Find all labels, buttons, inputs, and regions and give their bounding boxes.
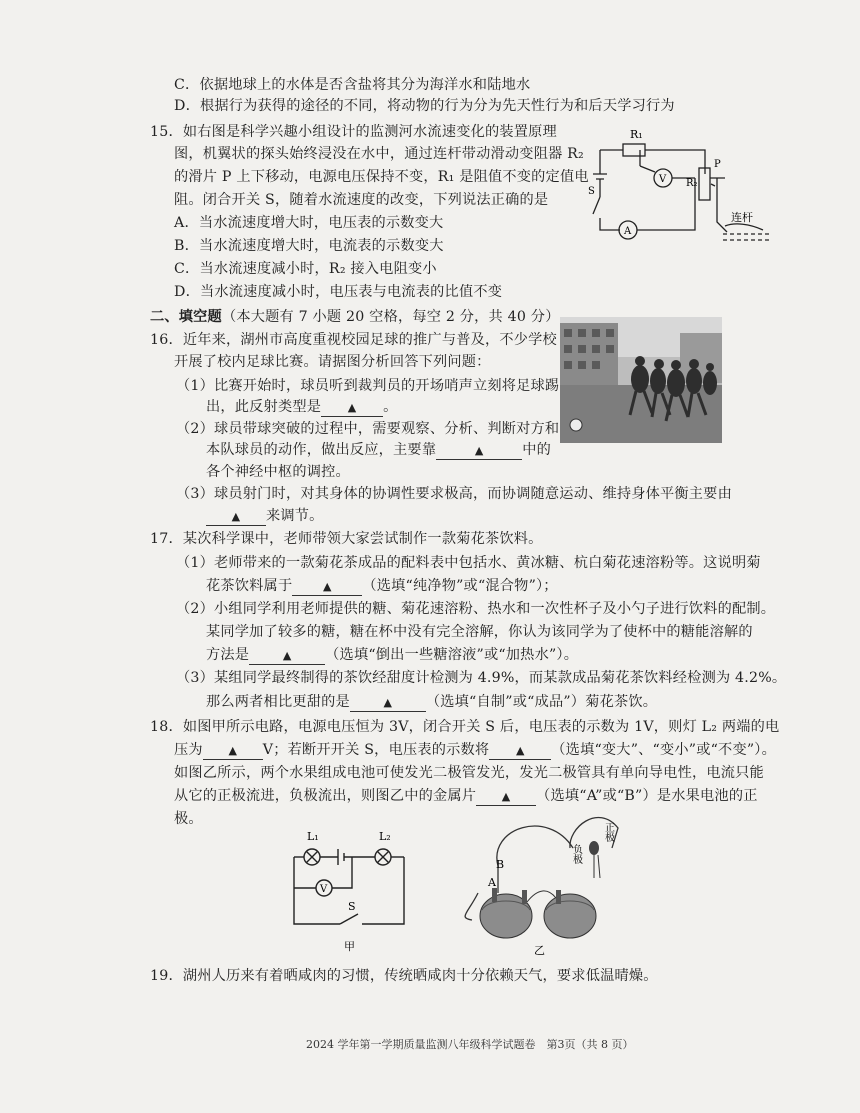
q18-line-2 — [174, 740, 776, 760]
q15-fig-r2-label: R₂ — [686, 178, 698, 189]
q16-part-3a: （3）球员射门时，对其身体的协调性要求极高，而协调随意运动、维持身体平衡主要由 — [176, 486, 732, 502]
q16-part-2a: （2）球员带球突破的过程中，需要观察、分析、判断对方和 — [176, 421, 560, 437]
q15-option-b: B．当水流速度增大时，电流表的示数变大 — [174, 238, 444, 254]
q16-part-1b-text: 出，此反射类型是 — [206, 399, 322, 415]
q17-part-1b-text: 花茶饮料属于 — [206, 578, 293, 594]
blank-mark: ▲ — [231, 510, 241, 523]
q17-part-2a: （2）小组同学利用老师提供的糖、菊花速溶粉、热水和一次性杯子及小勺子进行饮料的配制。 — [176, 601, 776, 617]
q18-line-3: 如图乙所示，两个水果组成电池可使发光二极管发光，发光二极管具有单向导电性，电流只能 — [174, 765, 764, 781]
q16-part-2b — [206, 440, 551, 460]
q18-fig-l1-label: L₁ — [307, 830, 319, 843]
q18-line-4 — [174, 786, 758, 806]
q16-part-2c: 各个神经中枢的调控。 — [206, 464, 350, 480]
q18-line-1: 18．如图甲所示电路，电源电压恒为 3V，闭合开关 S 后，电压表的示数为 1V，则灯 L₂ 两端的电 — [150, 719, 780, 735]
q14-option-c: C．依据地球上的水体是否含盐将其分为海洋水和陆地水 — [174, 77, 531, 93]
q17-stem: 17．某次科学课中，老师带领大家尝试制作一款菊花茶饮料。 — [150, 531, 543, 547]
q15-fig-v-label: V — [659, 174, 667, 185]
q17-blank-2[interactable] — [249, 647, 325, 665]
q16-blank-1[interactable] — [321, 399, 383, 417]
blank-mark: ▲ — [383, 696, 393, 709]
blank-mark: ▲ — [474, 444, 484, 457]
q17-part-2c-text: 方法是 — [206, 647, 250, 663]
q18-line-2-text-c: （选填“变大”、“变小”或“不变”）。 — [551, 742, 776, 758]
blank-mark: ▲ — [228, 744, 238, 757]
q16-football-photo — [560, 317, 722, 443]
q15-fig-a-label: A — [624, 226, 632, 237]
q18-line-4-text-a: 从它的正极流进，负极流出，则图乙中的金属片 — [174, 788, 477, 804]
q18-figure-yi — [448, 808, 648, 958]
q17-part-1b — [206, 576, 558, 596]
section-2-title: 二、填空题 — [150, 309, 222, 325]
q15-stem-4: 阻。闭合开关 S，随着水流速度的改变，下列说法正确的是 — [174, 192, 549, 208]
q16-part-3b — [206, 506, 324, 526]
q15-fig-r1-label: R₁ — [630, 128, 643, 141]
q18-figure-jia — [282, 826, 418, 956]
q16-part-1b: 出，此反射类型是 ▲ 。 — [206, 399, 398, 415]
q18-fig-yi-caption: 乙 — [534, 944, 545, 957]
q15-option-c: C．当水流速度减小时，R₂ 接入电阻变小 — [174, 261, 437, 277]
q17-blank-1[interactable] — [292, 578, 362, 596]
q19-stem: 19．湖州人历来有着晒咸肉的习惯，传统晒咸肉十分依赖天气，要求低温晴燥。 — [150, 968, 658, 984]
q18-line-5: 极。 — [174, 811, 203, 827]
q14-option-d: D．根据行为获得的途径的不同，将动物的行为分为先天性行为和后天学习行为 — [174, 98, 675, 114]
q17-part-2c — [206, 645, 578, 665]
q18-fig-v-label: V — [320, 884, 328, 895]
section-2-desc: （本大题有 7 小题 20 空格，每空 2 分，共 40 分） — [221, 309, 560, 325]
q17-part-3a: （3）某组同学最终制得的茶饮经甜度计检测为 4.9%，而某款成品菊花茶饮料经检测为 4.2%。 — [176, 670, 787, 686]
q15-option-a: A．当水流速度增大时，电压表的示数变大 — [174, 215, 444, 231]
q18-fig-b-label: B — [496, 858, 505, 871]
q18-line-4-text-b: （选填“A”或“B”）是水果电池的正 — [536, 788, 758, 804]
q16-part-2b-after: 中的 — [522, 442, 551, 458]
blank-mark: ▲ — [322, 580, 332, 593]
blank-mark: ▲ — [282, 649, 292, 662]
q15-circuit-figure — [575, 122, 775, 252]
q17-part-1a: （1）老师带来的一款菊花茶成品的配料表中包括水、黄冰糖、杭白菊花速溶粉等。这说明菊 — [176, 555, 761, 571]
q18-fig-a-label: A — [488, 876, 496, 889]
q17-part-2c-after: （选填“倒出一些糖溶液”或“加热水”）。 — [325, 647, 579, 663]
q18-fig-positive-label: 正极 — [602, 822, 614, 842]
q17-part-1b-after: （选填“纯净物”或“混合物”）； — [362, 578, 558, 594]
q18-line-2-text-b: V；若断开开关 S，电压表的示数将 — [262, 742, 490, 758]
blank-mark: ▲ — [347, 401, 357, 414]
q16-blank-3[interactable] — [206, 508, 266, 526]
q16-blank-2[interactable] — [436, 442, 522, 460]
q15-stem-1: 15．如右图是科学兴趣小组设计的监测河水流速变化的装置原理 — [150, 124, 557, 140]
q18-fig-negative-label: 负极 — [570, 844, 582, 864]
section-2-heading — [150, 307, 560, 327]
q16-part-3b-text: 来调节。 — [266, 508, 324, 524]
q17-part-2b: 某同学加了较多的糖，糖在杯中没有完全溶解，你认为该同学为了使杯中的糖能溶解的 — [206, 624, 753, 640]
q17-part-3b-text: 那么两者相比更甜的是 — [206, 694, 350, 710]
q18-line-2-text-a: 压为 — [174, 742, 203, 758]
q18-fig-jia-caption: 甲 — [344, 940, 355, 953]
page-footer: 2024 学年第一学期质量监测八年级科学试题卷 第3页（共 8 页） — [306, 1038, 634, 1051]
q16-part-2b-text: 本队球员的动作，做出反应，主要靠 — [206, 442, 437, 458]
blank-mark: ▲ — [501, 790, 511, 803]
blank-mark: ▲ — [515, 744, 525, 757]
q15-option-d: D．当水流速度减小时，电压表与电流表的比值不变 — [174, 284, 503, 300]
q18-fig-l2-label: L₂ — [379, 830, 391, 843]
q15-stem-2: 图，机翼状的探头始终浸没在水中，通过连杆带动滑动变阻器 R₂ — [174, 146, 584, 162]
q15-stem-3: 的滑片 P 上下移动，电源电压保持不变，R₁ 是阻值不变的定值电 — [174, 169, 589, 185]
q18-fig-s-label: S — [348, 900, 356, 913]
q17-part-3b — [206, 692, 657, 712]
q16-stem-1: 16．近年来，湖州市高度重视校园足球的推广与普及，不少学校 — [150, 332, 557, 348]
q15-fig-s-label: S — [588, 186, 595, 197]
q15-fig-p-label: P — [714, 159, 721, 170]
q17-part-3b-after: （选填“自制”或“成品”）菊花茶饮。 — [425, 694, 658, 710]
q18-blank-1[interactable] — [203, 742, 263, 760]
q17-blank-3[interactable] — [350, 694, 426, 712]
q18-blank-3[interactable] — [476, 788, 536, 806]
q16-part-1a: （1）比赛开始时，球员听到裁判员的开场哨声立刻将足球踢 — [176, 378, 560, 394]
q18-blank-2[interactable] — [489, 742, 551, 760]
q15-fig-rod-label: 连杆 — [731, 211, 753, 224]
q16-stem-2: 开展了校内足球比赛。请据图分析回答下列问题： — [174, 354, 491, 370]
